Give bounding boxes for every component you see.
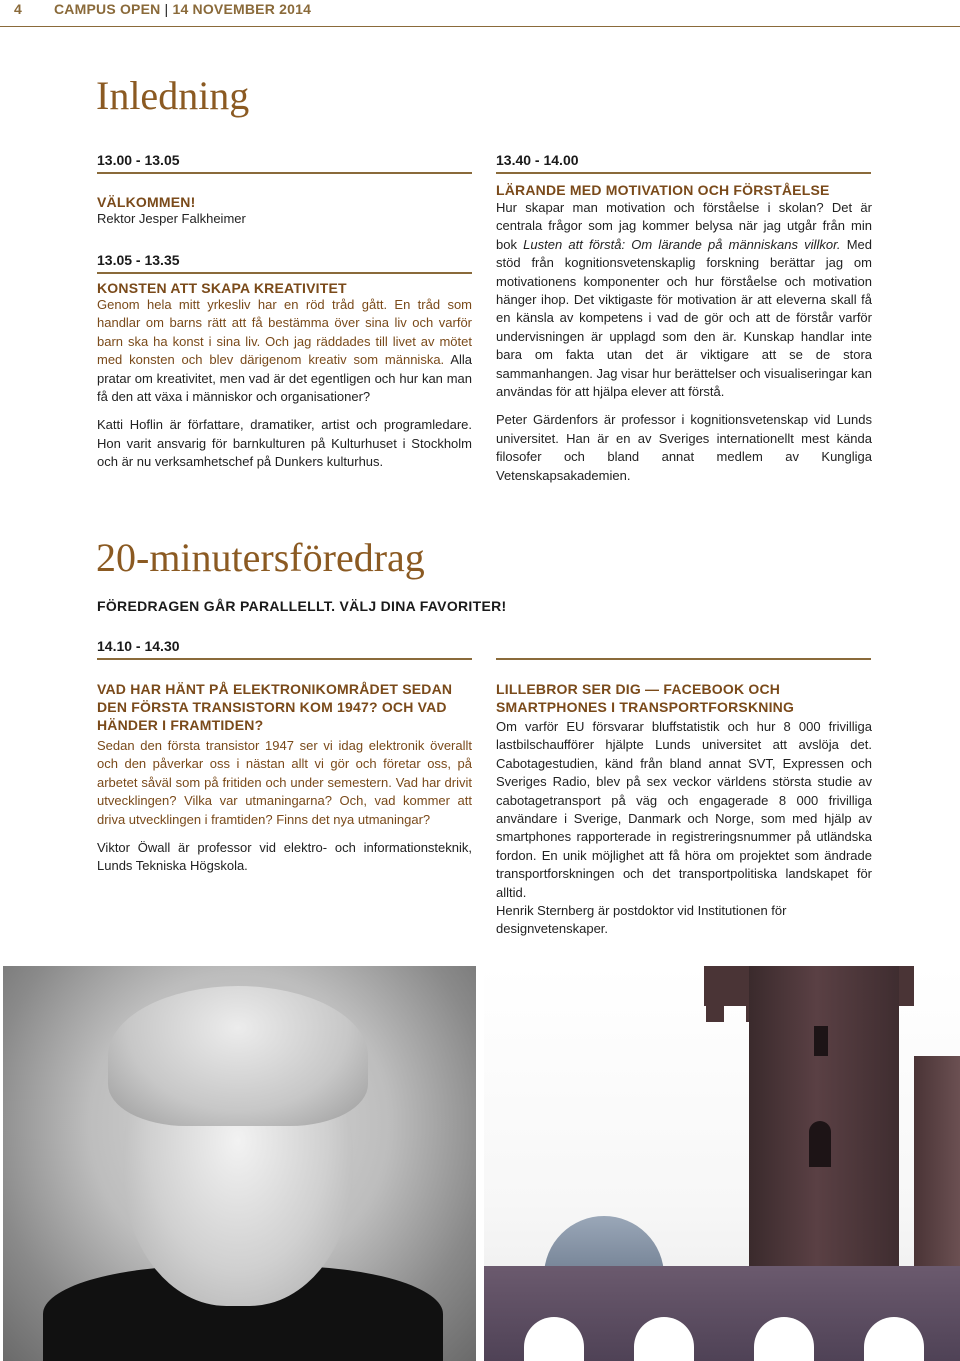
header-separator: | [164, 1, 169, 17]
slot1-time: 13.00 - 13.05 [97, 152, 180, 168]
publication-date: 14 NOVEMBER 2014 [172, 1, 312, 17]
talks-subheading: FÖREDRAGEN GÅR PARALLELLT. VÄLJ DINA FAVORITER! [97, 598, 507, 614]
talk2-lead: Om varför EU försvarar bluffstatistik och hur 8 000 frivilliga lastbilschaufförer hjälpte Lunds universitet att avslöja det. Cabotagestudien, känd från bland annat SVT, Expressen och Sveriges Radio, blev på sex veckor världens största studie av cabotagetransport på väg och engagerade 8 000 frivilliga användare i Sverige, Danmark och Norge, som med hjälp av smartphones rapporterade in registreringsnummer på utländska fordon. En unik möjlighet att få höra om projektet som ändrade transportforskningen och det transportpolitiska landskapet för alltid. [496, 719, 872, 900]
portrait-hair [108, 986, 368, 1126]
slot2-lead: Genom hela mitt yrkesliv har en röd tråd gått. En tråd som handlar om barns rätt att få bestämma över sina liv och varför barn ska ha konst i sina liv. Och jag räddades till livet av mötet med konsten och blev därigenom kreativ som människa. [97, 297, 472, 368]
section-heading-talks: 20-minutersföredrag [96, 535, 425, 580]
slot2-rule [97, 272, 472, 274]
talk1-text [97, 737, 472, 876]
talk2-bio: Henrik Sternberg är postdoktor vid Institutionen för designvetenskaper. [496, 903, 787, 937]
slot3-time: 13.40 - 14.00 [496, 152, 579, 168]
slot2-body: Alla pratar om kreativitet, men vad är det egentligen och hur kan man få den att växa i människor och organisationer? [97, 352, 472, 405]
slot3-text [496, 199, 872, 485]
talk1-bio: Viktor Öwall är professor vid elektro- och informationsteknik, Lunds Tekniska Högskola. [97, 840, 472, 874]
castle-arch [754, 1317, 814, 1361]
slot1-title: VÄLKOMMEN! [97, 194, 196, 210]
talks-rule-left [97, 658, 472, 660]
castle-arch [864, 1317, 924, 1361]
section-heading-intro: Inledning [96, 73, 250, 118]
slot3-body-post: Med stöd från kognitionsvetenskaplig forskning berättar jag om motivationens komponenter och hur förståelse och motivation hänger ihop. Det viktigaste för motivation är att eleverna skall få en känsla av kompetens i vad de gör och att de förstår varför undervisningen är upplagd som den är. Kunskap handlar inte bara om fakta utan det är viktigare att se de stora sammanhangen. Jag visar hur berättelser och visualiseringar kan användas för att hjälpa elever att förstå. [496, 236, 873, 400]
slot1-rule [97, 172, 472, 174]
slot3-rule [496, 172, 871, 174]
slot2-bio: Katti Hoflin är författare, dramatiker, artist och programledare. Hon varit ansvarig för barnkulturen på Kulturhuset i Stockholm och är nu verksamhetschef på Dunkers kulturhus. [97, 417, 472, 470]
talks-time: 14.10 - 14.30 [97, 638, 180, 654]
castle-arch [634, 1317, 694, 1361]
slot2-title: KONSTEN ATT SKAPA KREATIVITET [97, 280, 347, 296]
slot2-text [97, 296, 472, 472]
talk2-title: LILLEBROR SER DIG — FACEBOOK OCH SMARTPHONES I TRANSPORTFORSKNING [496, 681, 795, 715]
slot3-bio: Peter Gärdenfors är professor i kognitionsvetenskap vid Lunds universitet. Han är en av Sveriges internationellt mest kända filosofer och bland annat medlem av Kungliga Vetenskapsakademien. [496, 412, 872, 483]
talk1-title: VAD HAR HÄNT PÅ ELEKTRONIKOMRÅDET SEDAN DEN FÖRSTA TRANSISTORN KOM 1947? OCH VAD HÄNDER I FRAMTIDEN? [97, 681, 453, 733]
portrait-photo [3, 966, 476, 1361]
slot3-book-title: Lusten att förstå: Om lärande på människans villkor. [523, 236, 841, 252]
castle-window-upper [814, 1026, 828, 1056]
slot2-time: 13.05 - 13.35 [97, 252, 180, 268]
castle-window [809, 1121, 831, 1167]
publication-name: CAMPUS OPEN [54, 1, 161, 17]
publication-title [54, 0, 311, 18]
slot3-body-pre: Hur skapar man motivation och förståelse i skolan? Det är centrala frågor som jag kommer belysa när jag utgår från min bok [496, 200, 872, 252]
page-number: 4 [14, 1, 22, 17]
castle-gate-wall [484, 1266, 960, 1361]
slot3-title: LÄRANDE MED MOTIVATION OCH FÖRSTÅELSE [496, 182, 830, 198]
castle-photo [484, 966, 960, 1361]
castle-merlon [706, 1006, 724, 1022]
castle-arch [524, 1317, 584, 1361]
talk2-text [496, 718, 872, 939]
slot1-speaker: Rektor Jesper Falkheimer [97, 211, 246, 226]
talk1-lead: Sedan den första transistor 1947 ser vi idag elektronik överallt och den påverkar oss i nästan allt vi gör och företar oss, på arbetet såväl som på fritiden och under semestern. Vad har drivit utvecklingen? Vilka var utmaningarna? Och, vad kommer att driva utvecklingen i framtiden? Finns det nya utmaningar? [97, 738, 472, 827]
talks-rule-right [496, 658, 871, 660]
